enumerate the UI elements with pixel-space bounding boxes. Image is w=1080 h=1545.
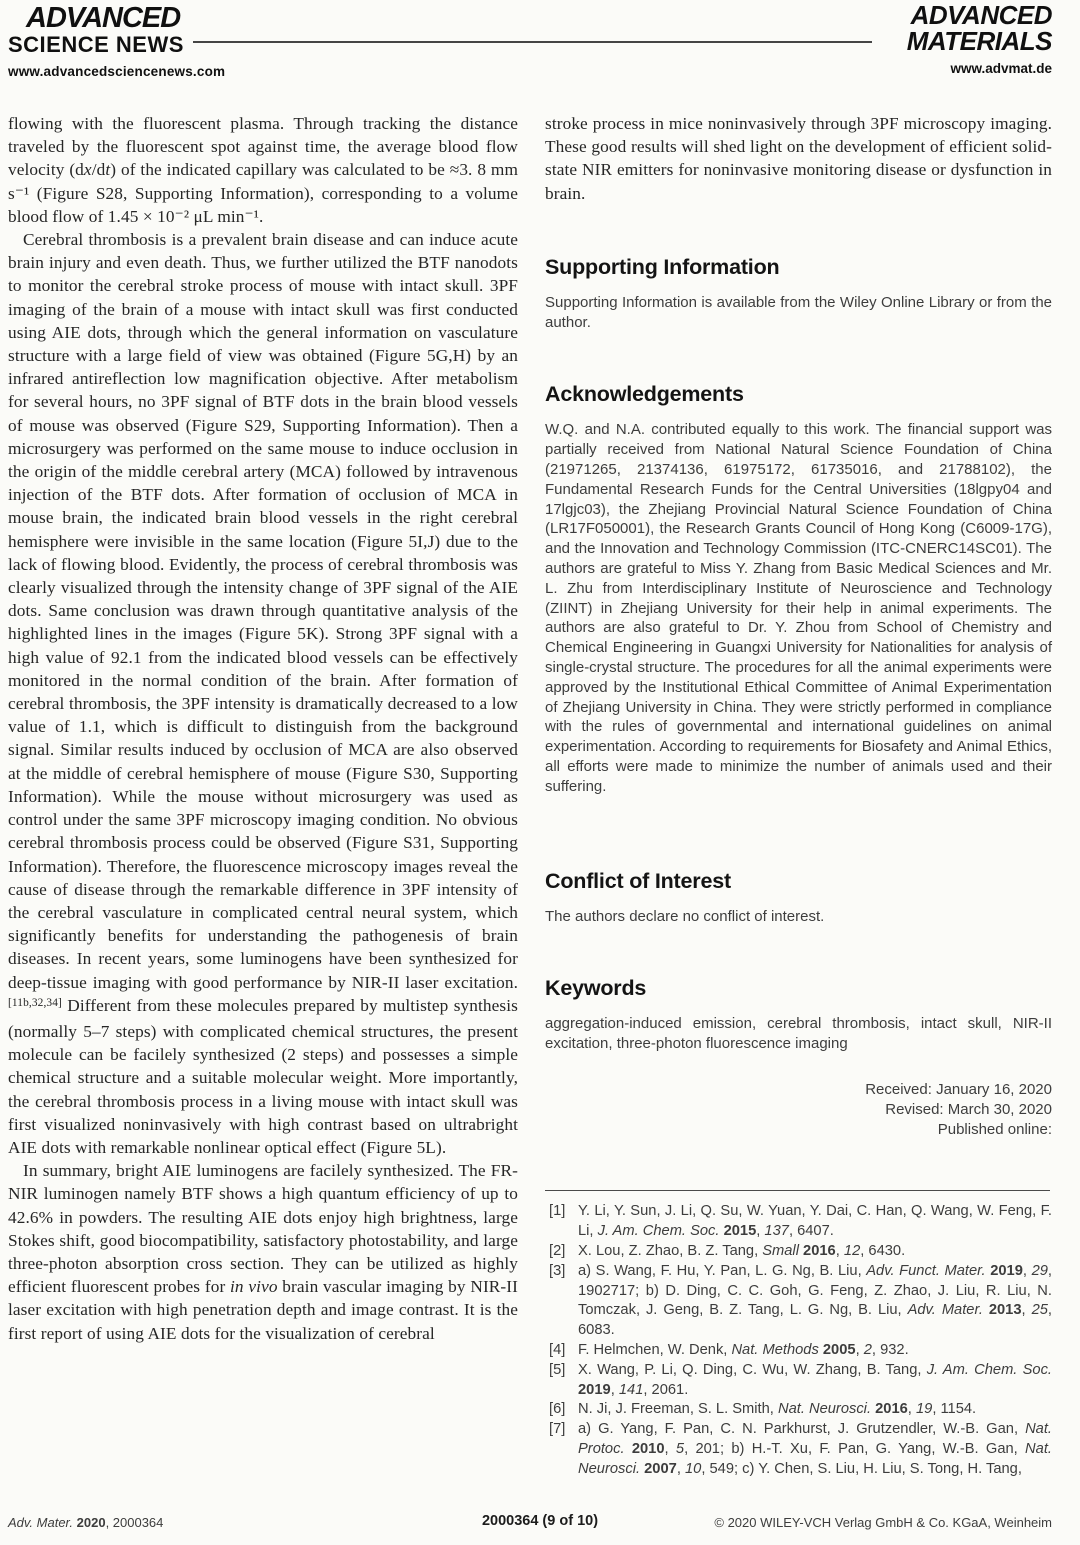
reference-text: Y. Li, Y. Sun, J. Li, Q. Su, W. Yuan, Y. Dai, C. Han, Q. Wang, W. Feng, F. Li, J. Am. Chem. Soc. 2015, 137, 6407. bbox=[578, 1203, 1052, 1240]
reference-text: X. Wang, P. Li, Q. Ding, C. Wu, W. Zhang, B. Tang, J. Am. Chem. Soc. 2019, 141, 2061. bbox=[578, 1361, 1052, 1398]
reference-text: N. Ji, J. Freeman, S. L. Smith, Nat. Neurosci. 2016, 19, 1154. bbox=[578, 1401, 977, 1418]
advanced-materials-logo bbox=[907, 2, 1052, 76]
asn-logo-line1: ADVANCED bbox=[26, 2, 181, 34]
asn-website-link[interactable]: www.advancedsciencenews.com bbox=[8, 64, 226, 79]
section-body: aggregation-induced emission, cerebral thrombosis, intact skull, NIR-II excitation, three-photon fluorescence imaging bbox=[545, 1015, 1052, 1053]
masthead bbox=[0, 0, 1080, 112]
advmat-logo-line1: ADVANCED bbox=[910, 0, 1052, 30]
reference-item bbox=[545, 1242, 1052, 1262]
right-column bbox=[545, 112, 1052, 1480]
section-heading: Conflict of Interest bbox=[545, 868, 731, 893]
body-paragraph: flowing with the fluorescent plasma. Through tracking the distance traveled by the fluorescent spot against time, the average blood flow velocity (dx/dt) of the indicated capillary was calculated to be ≈3. 8 mm s⁻¹ (Figure S28, Supporting Information), corresponding to a volume blood flow of 1.45 × 10⁻² μL min⁻¹. bbox=[8, 114, 518, 226]
reference-item bbox=[545, 1341, 1052, 1361]
manuscript-dates bbox=[545, 1080, 1052, 1140]
received-date: Received: January 16, 2020 bbox=[865, 1080, 1052, 1098]
footer-page-number: 2000364 (9 of 10) bbox=[481, 1513, 599, 1529]
published-online: Published online: bbox=[937, 1120, 1052, 1138]
header-divider-rule bbox=[193, 41, 872, 43]
section-body: The authors declare no conflict of interest. bbox=[545, 907, 825, 925]
section-supporting-information bbox=[545, 255, 1052, 333]
section-body: W.Q. and N.A. contributed equally to this work. The financial support was partially received from National Natural Science Foundation of China (21971265, 21374136, 61975172, 61735016, and 21788102), the Fundamental Research Funds for the Central Universities (18lgpy04 and 17lgjc03), the Zhejiang Provincial Natural Science Foundation of China (LR17F050001), the Research Grants Council of Hong Kong (C6009-17G), and the Innovation and Technology Commission (ITC-CNERC14SC01). The authors are grateful to Miss Y. Zhang from Basic Medical Sciences and Mr. L. Zhu from Interdisciplinary Institute of Neuroscience and Technology (ZIINT) in Zhejiang University for their help in animal experiments. The authors are also grateful to Dr. Y. Zhou from School of Chemistry and Chemical Engineering in Guangxi University for Nationalities for analysis of single-crystal structure. The procedures for all the animal experiments were approved by the Institutional Ethical Committee of Animal Experimentation of Zhejiang University in China. They were strictly performed in compliance with the rules of governmental and international guidelines on animal experimentation. According to requirements for Biosafety and Animal Ethics, all efforts were made to minimize the number of animals used and their suffering. bbox=[545, 421, 1052, 795]
left-column bbox=[8, 112, 518, 1480]
reference-marker: [2] bbox=[549, 1243, 566, 1260]
section-heading: Keywords bbox=[545, 976, 647, 1001]
section-body: Supporting Information is available from the Wiley Online Library or from the author. bbox=[545, 293, 1052, 331]
section-keywords bbox=[545, 976, 1052, 1054]
reference-marker: [5] bbox=[549, 1361, 566, 1378]
body-paragraph-continuation: stroke process in mice noninvasively through 3PF microscopy imaging. These good results will shed light on the development of efficient solid-state NIR emitters for noninvasive monitoring disease or dysfunction in brain. bbox=[545, 114, 1052, 203]
references-list bbox=[545, 1202, 1052, 1479]
advmat-logo-line2: MATERIALS bbox=[906, 26, 1052, 56]
reference-item bbox=[545, 1202, 1052, 1242]
section-heading: Supporting Information bbox=[545, 254, 780, 279]
reference-item bbox=[545, 1262, 1052, 1341]
advmat-website-link[interactable]: www.advmat.de bbox=[950, 61, 1052, 76]
article-body bbox=[8, 112, 1052, 1480]
reference-text: F. Helmchen, W. Denk, Nat. Methods 2005, 2, 932. bbox=[578, 1342, 909, 1359]
section-conflict-of-interest bbox=[545, 869, 1052, 927]
reference-marker: [7] bbox=[549, 1421, 566, 1438]
footer-copyright: © 2020 WILEY-VCH Verlag GmbH & Co. KGaA, Weinheim bbox=[714, 1515, 1052, 1530]
section-heading: Acknowledgements bbox=[545, 382, 744, 407]
body-paragraph: Cerebral thrombosis is a prevalent brain disease and can induce acute brain injury and even death. Thus, we further utilized the BTF nanodots to monitor the cerebral stroke process of mouse with intact skull. 3PF imaging of the brain of a mouse with intact skull was first conducted using AIE dots, through which the general information on vasculature structure with a large field of view was obtained (Figure 5G,H) by an infrared antireflection low magnification objective. After metabolism for several hours, no 3PF signal of BTF dots in the brain blood vessels of mouse was observed (Figure S29, Supporting Information). Then a microsurgery was performed on the same mouse to induce occlusion in the origin of the middle cerebral artery (MCA) followed by intravenous injection of the BTF dots. After formation of occlusion of MCA in mouse brain, the indicated brain blood vessels in the right cerebral hemisphere were invisible in the same location (Figure 5I,J) due to the lack of flowing blood. Evidently, the process of cerebral thrombosis was clearly visualized through the intensity change of 3PF signal of the AIE dots. Same conclusion was drawn through quantitative analysis of the highlighted lines in the images (Figure 5K). Strong 3PF signal with a high value of 92.1 from the indicated blood vessels can be effectively monitored in the normal condition of the brain. After formation of cerebral thrombosis, the 3PF intensity is dramatically decreased to a low value of 1.1, which is difficult to distinguish from the background signal. Similar results induced by occlusion of MCA are also observed at the middle of cerebral hemisphere of mouse (Figure S30, Supporting Information). While the mouse without microsurgery was used as control under the same 3PF microscopy imaging condition. No obvious cerebral thrombosis process could be observed (Figure S31, Supporting Information). Therefore, the fluorescence microscopy images reveal the cause of disease through the remarkable difference in 3PF intensity of the cerebral vasculature in complicated central neural system, which significantly benefits for understanding the pathogenesis of brain diseases. In recent years, some luminogens have been synthesized for deep-tissue imaging with good performance by NIR-II laser excitation.[11b,32,34] Different from these molecules prepared by multistep synthesis (normally 5–7 steps) with complicated chemical structures, the present molecule can be facilely synthesized (2 steps) and possesses a simple chemical structure and a suitable molecular weight. More importantly, the cerebral thrombosis process in a living mouse with intact skull was first visualized noninvasively with high contrast based on ultrabright AIE dots with remarkable nonlinear optical effect (Figure 5L). bbox=[8, 230, 518, 1157]
asn-logo-line2: SCIENCE NEWS bbox=[8, 32, 184, 57]
reference-marker: [6] bbox=[549, 1401, 566, 1418]
footer-journal-citation: Adv. Mater. 2020, 2000364 bbox=[8, 1515, 164, 1530]
reference-marker: [3] bbox=[549, 1262, 566, 1279]
reference-item bbox=[545, 1400, 1052, 1420]
references-divider bbox=[545, 1190, 1050, 1192]
section-acknowledgements bbox=[545, 382, 1052, 796]
reference-item bbox=[545, 1420, 1052, 1479]
reference-marker: [4] bbox=[549, 1342, 566, 1359]
reference-item bbox=[545, 1361, 1052, 1401]
page-footer bbox=[0, 1512, 1080, 1536]
reference-text: X. Lou, Z. Zhao, B. Z. Tang, Small 2016, 12, 6430. bbox=[578, 1243, 906, 1260]
reference-text: a) S. Wang, F. Hu, Y. Pan, L. G. Ng, B. Liu, Adv. Funct. Mater. 2019, 29, 1902717; b) D. Ding, C. C. Goh, G. Feng, Z. Zhao, J. Liu, R. Liu, N. Tomczak, J. Geng, B. Z. Tang, L. G. Ng, B. Liu, Adv. Mater. 2013, 25, 6083. bbox=[578, 1262, 1052, 1339]
revised-date: Revised: March 30, 2020 bbox=[885, 1100, 1052, 1118]
body-paragraph: In summary, bright AIE luminogens are facilely synthesized. The FR-NIR luminogen namely BTF shows a high quantum efficiency of up to 42.6% in powders. The resulting AIE dots enjoy high brightness, large Stokes shift, good biocompatibility, satisfactory photostability, and large three-photon absorption cross section. They can be utilized as highly efficient fluorescent probes for in vivo brain vascular imaging by NIR-II laser excitation with high penetration depth and image contrast. It is the first report of using AIE dots for the visualization of cerebral bbox=[8, 1161, 518, 1343]
reference-marker: [1] bbox=[549, 1203, 566, 1220]
reference-text: a) G. Yang, F. Pan, C. N. Parkhurst, J. Grutzendler, W.-B. Gan, Nat. Protoc. 2010, 5, 201; b) H.-T. Xu, F. Pan, G. Yang, W.-B. Gan, Nat. Neurosci. 2007, 10, 549; c) Y. Chen, S. Liu, H. Liu, S. Tong, H. Tang, bbox=[578, 1421, 1052, 1477]
